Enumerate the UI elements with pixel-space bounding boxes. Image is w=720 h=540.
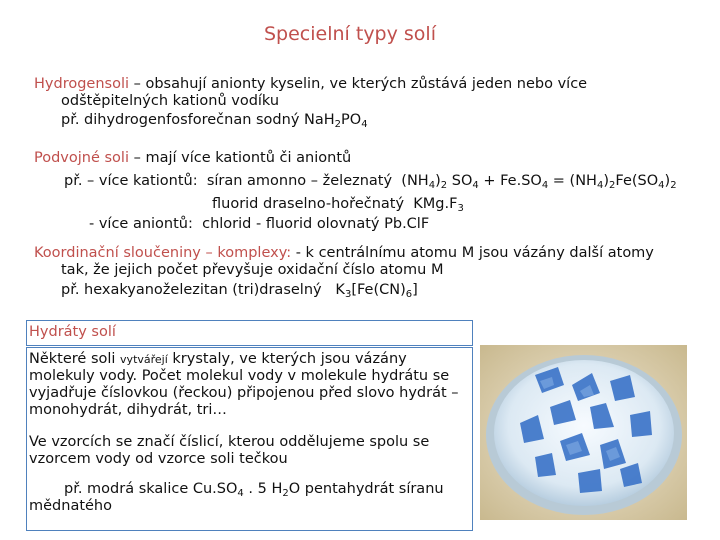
hydrogensoli-line2: odštěpitelných kationů vodíku [61,93,280,109]
hydraty-p2-line2: vzorcem vody od vzorce soli tečkou [29,451,288,467]
formula-subscript: 3 [344,289,352,300]
podvojne-term: Podvojné soli [34,150,129,166]
text-run: O pentahydrát síranu [288,481,444,497]
formula-subscript: 4 [658,180,665,191]
formula-part: H [323,112,335,128]
hydraty-p1-line3: vyjadřuje číslovkou (řeckou) připojenou před slovo hydrát – [29,385,459,401]
koordinacni-term: Koordinační sloučeniny – komplexy: [34,245,292,261]
fluorid-line [34,196,677,213]
koordinacni-block [34,245,654,299]
petri-dish-image [480,345,687,520]
koordinacni-line2: tak, že jejich počet převyšuje oxidační číslo atomu M [61,262,444,278]
formula-subscript: 4 [237,488,244,499]
page-title: Specielní typy solí [264,23,436,45]
formula-subscript: 2 [609,180,616,191]
hydrogensoli-line1 [34,76,587,93]
formula-subscript: 4 [361,119,368,130]
fluorid-name: fluorid draselno-hořečnatý [212,196,405,212]
formula-part: = (NH [548,173,597,189]
formula-part: KMg.F [413,196,458,212]
formula-subscript: 4 [541,180,549,191]
koordinacni-definition: - k centrálnímu atomu M jsou vázány další atomy [291,245,654,261]
podvojne-block [34,150,677,233]
text-run: . 5 H [243,481,283,497]
formula-subscript: 4 [428,180,436,191]
hydraty-paragraph3 [29,481,444,515]
anions-prefix: - více aniontů: [89,216,193,232]
hydrogensoli-example-text: př. dihydrogenfosforečnan sodný Na [61,112,324,128]
podvojne-definition: – mají více kationtů či aniontů [129,150,352,166]
hydraty-paragraph1 [29,351,459,419]
hydraty-text-box [26,347,473,531]
hydraty-p3-line2: mědnatého [29,498,112,514]
text-run-small: vytvářejí [120,353,168,366]
cations-formula [401,173,676,189]
cations-name: síran amonno – železnatý [206,173,393,189]
hydraty-paragraph2 [29,434,429,468]
formula-subscript: 2 [440,180,448,191]
koordinacni-line1 [34,245,654,262]
hydraty-p2-line1: Ve vzorcích se značí číslicí, kterou oddělujeme spolu se [29,434,430,450]
formula-part: ) [664,173,671,189]
hydraty-p1-line1 [29,351,459,368]
formula-subscript: 4 [472,180,479,191]
formula-subscript: 2 [670,180,677,191]
hydraty-heading-box [26,320,473,346]
formula-subscript: 2 [334,119,342,130]
crystals-photo [480,345,687,520]
formula-part: PO [341,112,362,128]
formula-part: + Fe.SO [478,173,542,189]
hydrogensoli-example [34,112,587,129]
formula-subscript: 2 [282,488,289,499]
hydraty-p1-line4: monohydrát, dihydrát, tri… [29,402,227,418]
anions-text: chlorid - fluorid olovnatý Pb.ClF [202,216,430,232]
hydraty-heading: Hydráty solí [29,324,116,340]
cations-prefix: př. – více kationtů: [64,173,198,189]
hydrogensoli-term: Hydrogensoli [34,76,130,92]
formula-part: SO [447,173,473,189]
formula-part: Fe(SO [615,173,659,189]
formula-part: (NH [401,173,429,189]
koordinacni-example-text: př. hexakyanoželezitan (tri)draselný [61,282,322,298]
koordinacni-example [34,282,654,299]
podvojne-line1 [34,150,677,167]
hydrogensoli-definition: – obsahují anionty kyselin, ve kterých zůstává jeden nebo více [129,76,588,92]
hydraty-p1-line2: molekuly vody. Počet molekul vody v molekule hydrátu se [29,368,450,384]
text-run: př. modrá skalice Cu.SO [64,481,238,497]
formula-part: ) [603,173,610,189]
text-run: Některé soli [29,351,121,367]
formula-part: ] [412,282,418,298]
formula-subscript: 4 [596,180,604,191]
hydraty-p3-line1 [29,481,444,498]
formula-subscript: 6 [405,289,413,300]
text-run: krystaly, ve kterých jsou vázány [167,351,407,367]
hydrogensoli-block [34,76,587,129]
anions-line [34,216,677,233]
formula-part: K [335,282,345,298]
podvojne-cations-line [34,173,677,190]
formula-subscript: 3 [457,203,464,214]
formula-part: ) [435,173,441,189]
formula-part: [Fe(CN) [351,282,406,298]
